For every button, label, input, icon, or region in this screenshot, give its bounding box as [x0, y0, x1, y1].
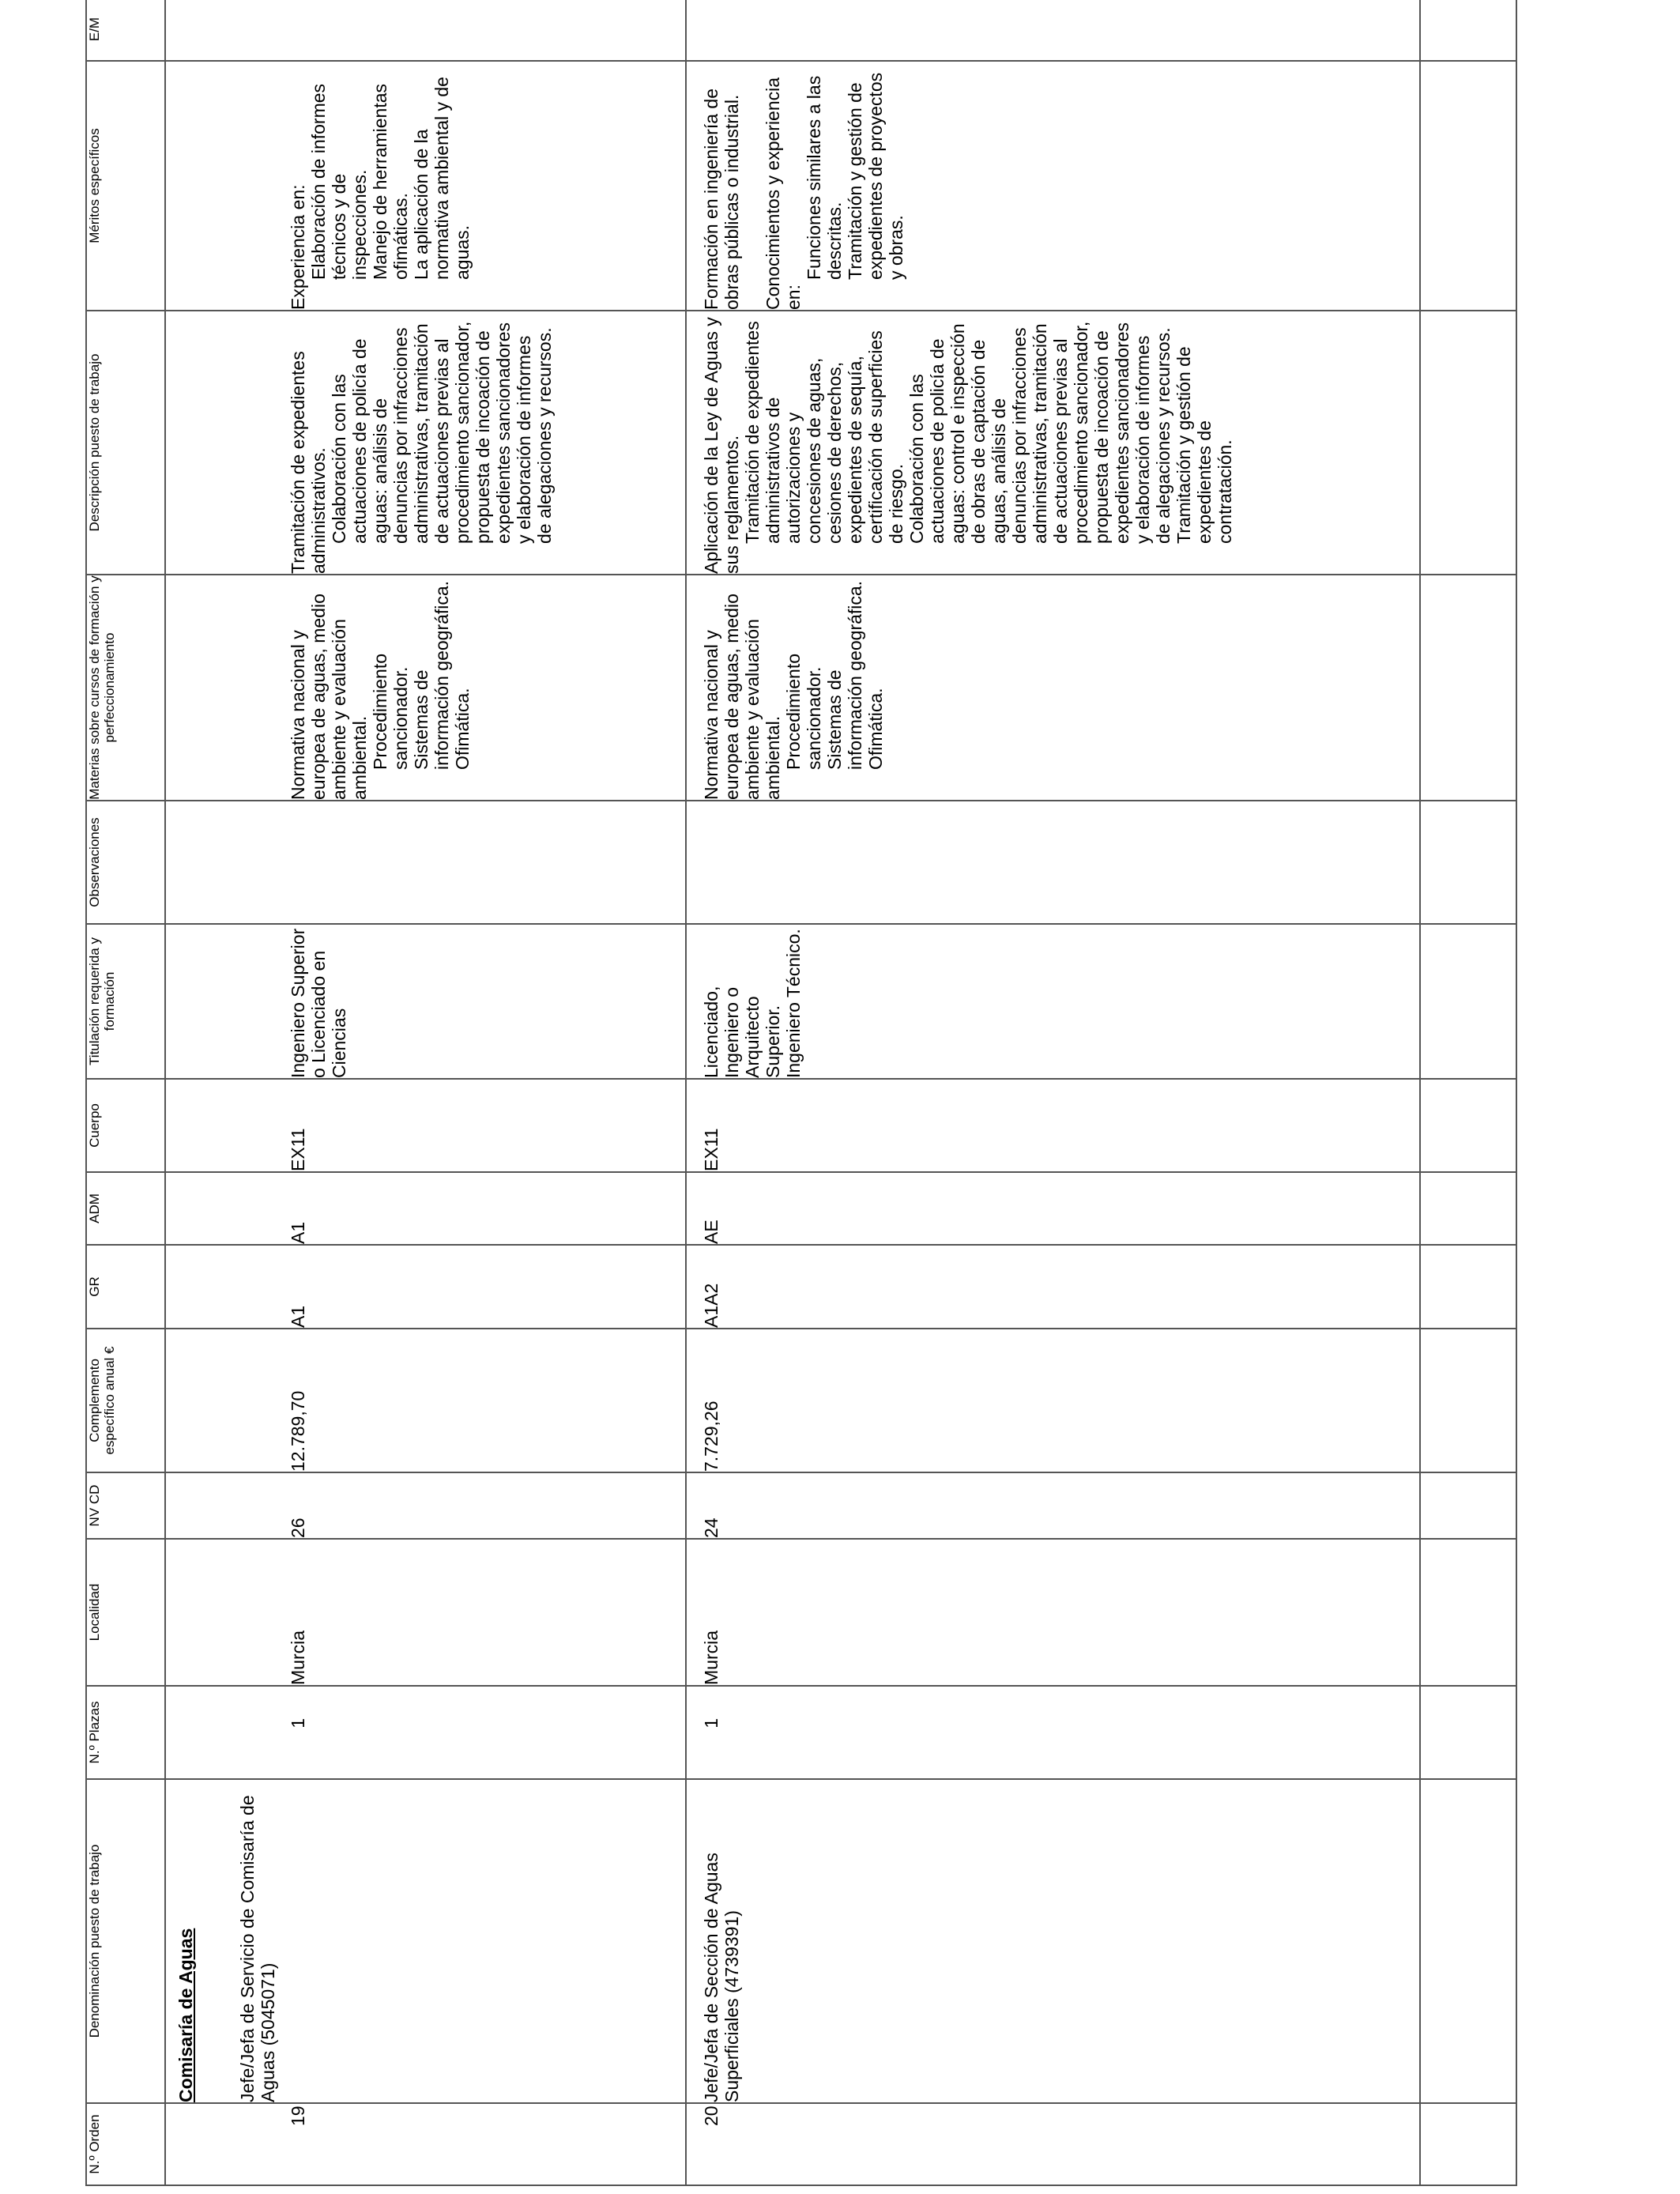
header-titulacion: Titulación requerida y formación: [86, 924, 165, 1079]
cuerpo-value: EX11: [701, 1128, 722, 1171]
positions-table: [85, 0, 1517, 2186]
em-cell: [165, 0, 686, 61]
cuerpo-value: EX11: [288, 1128, 308, 1171]
header-plazas: N.º Plazas: [86, 1686, 165, 1779]
header-row: [86, 0, 165, 2185]
adm-value: AE: [701, 1220, 722, 1244]
meritos-cell: [165, 61, 686, 311]
orden-cell: [165, 2103, 686, 2185]
descripcion-cell: [165, 311, 686, 575]
titulacion-cell: [686, 924, 1420, 1079]
localidad-value: Murcia: [288, 1630, 308, 1685]
complemento-cell: [165, 1329, 686, 1472]
header-descripcion: Descripción puesto de trabajo: [86, 311, 165, 575]
denominacion-value: Jefe/Jefa de Servicio de Comisaría de Aguas (5045071): [237, 1795, 278, 2102]
materia-item: Ofimática.: [865, 688, 887, 770]
titulacion-value: Ingeniero Superior o Licenciado en Ciencias: [288, 928, 349, 1078]
descripcion-item: Tramitación de expedientes administrativos de autorizaciones y concesiones de aguas, cesiones de derechos, expedientes de sequía, certificación de superficies de riesgo.: [742, 321, 907, 544]
em-cell: [686, 0, 1420, 61]
merito-item: Formación en ingeniería de obras públicas o industrial.: [701, 89, 743, 310]
merito-item: Elaboración de informes técnicos y de inspecciones.: [308, 83, 370, 280]
adm-value: A1: [288, 1221, 308, 1244]
header-em: E/M: [86, 0, 165, 61]
materia-item: Procedimiento sancionador.: [783, 653, 825, 770]
localidad-cell: [686, 1539, 1420, 1686]
filler-row: [1420, 0, 1516, 2185]
header-nivel: NV CD: [86, 1472, 165, 1539]
nivel-value: 24: [701, 1517, 722, 1538]
merito-item: Tramitación y gestión de expedientes de proyectos y obras.: [845, 72, 907, 280]
materias-cell: [165, 575, 686, 801]
complemento-value: 12.789,70: [288, 1390, 308, 1472]
meritos-cell: [686, 61, 1420, 311]
materia-item: Normativa nacional y europea de aguas, medio ambiente y evaluación ambiental.: [701, 594, 784, 800]
descripcion-item: Tramitación y gestión de expedientes de contratación.: [1173, 346, 1236, 544]
titulacion-cell: [165, 924, 686, 1079]
orden-value: 20: [701, 2105, 722, 2126]
orden-cell: [686, 2103, 1420, 2185]
gr-cell: [165, 1245, 686, 1329]
descripcion-cell: [686, 311, 1420, 575]
header-denominacion: Denominación puesto de trabajo: [86, 1779, 165, 2103]
header-adm: ADM: [86, 1172, 165, 1245]
materia-item: Sistemas de información geográfica.: [824, 580, 866, 770]
titulacion-item: Licenciado, Ingeniero o Arquitecto Superior.: [701, 986, 784, 1078]
observaciones-cell: [686, 801, 1420, 924]
gr-cell: [686, 1245, 1420, 1329]
titulacion-item: Ingeniero Técnico.: [783, 929, 804, 1078]
merito-item: La aplicación de la normativa ambiental y de aguas.: [411, 77, 473, 280]
cuerpo-cell: [165, 1079, 686, 1172]
denominacion-cell: [165, 1779, 686, 2103]
table-row: [686, 0, 1420, 2185]
gr-value: A1A2: [701, 1283, 722, 1328]
complemento-cell: [686, 1329, 1420, 1472]
header-materias: Materias sobre cursos de formación y perfeccionamiento: [86, 575, 165, 801]
header-localidad: Localidad: [86, 1539, 165, 1686]
header-observaciones: Observaciones: [86, 801, 165, 924]
orden-value: 19: [288, 2105, 308, 2126]
localidad-cell: [165, 1539, 686, 1686]
meritos-intro: Conocimientos y experiencia en:: [763, 77, 804, 310]
header-meritos: Méritos específicos: [86, 61, 165, 311]
cuerpo-cell: [686, 1079, 1420, 1172]
plazas-value: 1: [701, 1718, 722, 1728]
observaciones-cell: [165, 801, 686, 924]
header-orden: N.º Orden: [86, 2103, 165, 2185]
adm-cell: [686, 1172, 1420, 1245]
materias-cell: [686, 575, 1420, 801]
merito-item: Funciones similares a las descritas.: [804, 75, 846, 280]
section-title: Comisaría de Aguas: [175, 1928, 196, 2102]
plazas-value: 1: [288, 1718, 308, 1728]
nivel-cell: [686, 1472, 1420, 1539]
materia-item: Sistemas de información geográfica.: [411, 580, 452, 770]
table-row: [165, 0, 686, 2185]
localidad-value: Murcia: [701, 1630, 722, 1685]
plazas-cell: [165, 1686, 686, 1779]
nivel-value: 26: [288, 1517, 308, 1538]
plazas-cell: [686, 1686, 1420, 1779]
header-complemento: Complemento específico anual €: [86, 1329, 165, 1472]
denominacion-value: Jefe/Jefa de Sección de Aguas Superficiales (4739391): [701, 1853, 743, 2102]
descripcion-item: Colaboración con las actuaciones de policía de aguas: análisis de denuncias por infracciones administrativas, tramitación de actuaciones previas al procedimiento sancionador, propuesta de incoación de expedientes sancionadores y elaboración de informes de alegaciones y recursos.: [329, 321, 555, 544]
header-cuerpo: Cuerpo: [86, 1079, 165, 1172]
denominacion-cell: [686, 1779, 1420, 2103]
merito-item: Manejo de herramientas ofimáticas.: [370, 83, 411, 280]
gr-value: A1: [288, 1305, 308, 1328]
header-gr: GR: [86, 1245, 165, 1329]
materia-item: Procedimiento sancionador.: [370, 653, 411, 770]
complemento-value: 7.729,26: [701, 1400, 722, 1472]
descripcion-item: Colaboración con las actuaciones de policía de aguas: control e inspección de obras de captación de aguas, análisis de denuncias por infracciones administrativas, tramitación de actuaciones previas al procedimiento sancionador, propuesta de incoación de expedientes sancionadores y elaboración de informes de alegaciones y recursos.: [906, 321, 1174, 544]
materia-item: Ofimática.: [452, 688, 473, 770]
adm-cell: [165, 1172, 686, 1245]
descripcion-item: Tramitación de expedientes administrativos.: [288, 351, 329, 574]
descripcion-item: Aplicación de la Ley de Aguas y sus reglamentos.: [701, 317, 743, 574]
nivel-cell: [165, 1472, 686, 1539]
meritos-intro: Experiencia en:: [288, 184, 308, 310]
materia-item: Normativa nacional y europea de aguas, medio ambiente y evaluación ambiental.: [288, 594, 370, 800]
